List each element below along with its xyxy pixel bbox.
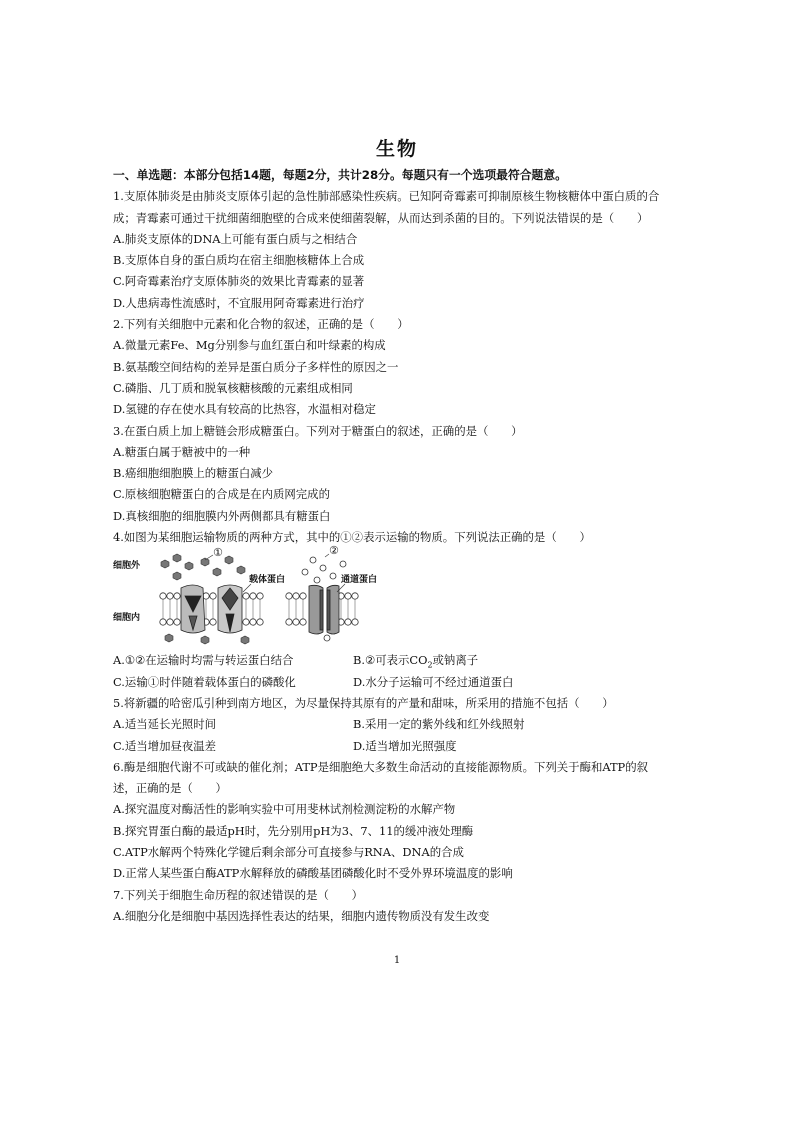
page-number: 1 (393, 955, 401, 966)
q5-stem: 5.将新疆的哈密瓜引种到南方地区，为尽量保持其原有的产量和甜味，所采用的措施不包括（ ） (113, 695, 614, 710)
q1-option-b: B.支原体自身的蛋白质均在宿主细胞核糖体上合成 (113, 253, 365, 268)
label-mark-2: ② (329, 544, 339, 558)
q4-options-row-2 (113, 672, 693, 693)
q3-option-d: D.真核细胞的细胞膜内外两侧都具有糖蛋白 (113, 508, 331, 523)
q5-options-row-1 (113, 714, 693, 735)
q1-option-d: D.人患病毒性流感时，不宜服用阿奇霉素进行治疗 (113, 295, 365, 310)
q5-option-b: B.采用一定的紫外线和红外线照射 (353, 717, 525, 732)
question-content (113, 165, 693, 927)
channel-protein (309, 586, 339, 635)
label-channel-protein: 通道蛋白 (341, 575, 378, 586)
q6-stem-line1: 6.酶是细胞代谢不可或缺的催化剂；ATP是细胞绝大多数生命活动的直接能源物质。下列关于酶和ATP的叙 (113, 759, 649, 774)
q4-option-d: D.水分子运输可不经过通道蛋白 (353, 674, 514, 689)
q3-option-c: C.原核细胞糖蛋白的合成是在内质网完成的 (113, 487, 330, 502)
q5-options-row-2 (113, 736, 693, 757)
q6-option-c: C.ATP水解两个特殊化学键后剩余部分可直接参与RNA、DNA的合成 (113, 845, 464, 860)
q5-option-a: A.适当延长光照时间 (113, 717, 216, 732)
q6-option-d: D.正常人某些蛋白酶ATP水解释放的磷酸基团磷酸化时不受外界环境温度的影响 (113, 866, 513, 881)
q2-option-d: D.氢键的存在使水具有较高的比热容，水温相对稳定 (113, 402, 376, 417)
q2-option-c: C.磷脂、几丁质和脱氧核糖核酸的元素组成相同 (113, 380, 353, 395)
q3-stem: 3.在蛋白质上加上糖链会形成糖蛋白。下列对于糖蛋白的叙述，正确的是（ ） (113, 423, 523, 438)
q5-option-d: D.适当增加光照强度 (353, 738, 457, 753)
q2-option-a: A.微量元素Fe、Mg分别参与血红蛋白和叶绿素的构成 (113, 338, 386, 353)
q3-option-b: B.癌细胞细胞膜上的糖蛋白减少 (113, 466, 274, 481)
q4-stem: 4.如图为某细胞运输物质的两种方式，其中的①②表示运输的物质。下列说法正确的是（ ） (113, 530, 591, 545)
q4-option-c: C.运输①时伴随着载体蛋白的磷酸化 (113, 674, 296, 689)
q2-option-b: B.氨基酸空间结构的差异是蛋白质分子多样性的原因之一 (113, 359, 399, 374)
q6-option-b: B.探究胃蛋白酶的最适pH时，先分别用pH为3、7、11的缓冲液处理酶 (113, 823, 474, 838)
label-inside: 细胞内 (113, 613, 141, 624)
q2-stem: 2.下列有关细胞中元素和化合物的叙述，正确的是（ ） (113, 317, 409, 332)
q7-option-a: A.细胞分化是细胞中基因选择性表达的结果，细胞内遗传物质没有发生改变 (113, 908, 490, 923)
q6-stem-line2: 述，正确的是（ ） (113, 781, 227, 796)
section-heading: 一、单选题：本部分包括14题，每题2分，共计28分。每题只有一个选项最符合题意。 (113, 168, 567, 182)
page-title: 生物 (375, 138, 418, 160)
label-mark-1: ① (213, 546, 223, 560)
q7-stem: 7.下列关于细胞生命历程的叙述错误的是（ ） (113, 887, 364, 902)
membrane-diagram (113, 552, 413, 650)
q5-option-c: C.适当增加昼夜温差 (113, 738, 217, 753)
label-outside: 细胞外 (113, 561, 141, 572)
q6-option-a: A.探究温度对酶活性的影响实验中可用斐林试剂检测淀粉的水解产物 (113, 802, 456, 817)
q1-option-a: A.肺炎支原体的DNA上可能有蛋白质与之相结合 (113, 231, 358, 246)
membrane-transport-figure (113, 544, 693, 650)
carrier-protein-1 (181, 585, 205, 633)
q4-options-row-1 (113, 650, 693, 671)
q3-option-a: A.糖蛋白属于糖被中的一种 (113, 444, 251, 459)
carrier-protein-2 (218, 585, 242, 633)
q1-stem-line2: 成；青霉素可通过干扰细菌细胞壁的合成来使细菌裂解，从而达到杀菌的目的。下列说法错误的是（ ） (113, 210, 649, 225)
q4-option-b: B.②可表示$CO_2$或钠离子 (353, 653, 479, 670)
q4-option-a: A.①②在运输时均需与转运蛋白结合 (113, 653, 294, 668)
q1-option-c: C.阿奇霉素治疗支原体肺炎的效果比青霉素的显著 (113, 274, 365, 289)
q1-stem-line1: 1.支原体肺炎是由肺炎支原体引起的急性肺部感染性疾病。已知阿奇霉素可抑制原核生物核糖体中蛋白质的合 (113, 189, 660, 204)
label-carrier-protein: 载体蛋白 (249, 575, 286, 586)
